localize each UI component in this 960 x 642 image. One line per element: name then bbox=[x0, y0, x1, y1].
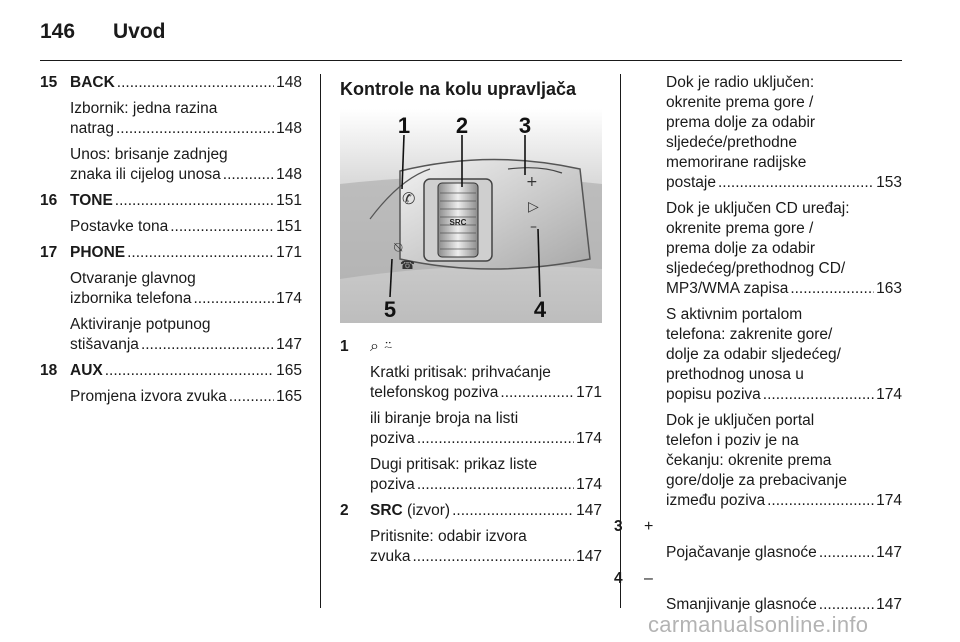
page-ref: 148 bbox=[276, 120, 302, 137]
page-title: Uvod bbox=[113, 20, 166, 43]
entry-label: PHONE bbox=[70, 244, 126, 261]
sub-entry-back-2 bbox=[70, 145, 302, 185]
entry-text: Kratki pritisak: prihvaćanje bbox=[370, 364, 551, 381]
entry-text: telefon i poziv je na bbox=[666, 432, 799, 449]
section-heading: Kontrole na kolu upravljača bbox=[340, 79, 577, 99]
paragraph-radio bbox=[666, 73, 902, 193]
entry-suffix: (izvor) bbox=[402, 502, 451, 519]
entry-text: S aktivnim portalom bbox=[666, 306, 803, 323]
entry-number: 3 bbox=[614, 518, 623, 535]
entry-text: prema dolje za odabir bbox=[666, 114, 816, 131]
page-ref: 147 bbox=[276, 336, 302, 353]
entry-text: znaka ili cijelog unosa bbox=[70, 166, 221, 183]
page-ref: 148 bbox=[276, 166, 302, 183]
entry-text: Promjena izvora zvuka bbox=[70, 388, 227, 405]
callout-3: 3 bbox=[518, 113, 532, 138]
sub-entry-aux-1 bbox=[70, 387, 302, 407]
callout-2: 2 bbox=[455, 113, 469, 138]
entry-4 bbox=[614, 569, 902, 589]
page-ref: 174 bbox=[876, 386, 902, 403]
sub-entry-3a bbox=[666, 543, 902, 563]
page-number: 146 bbox=[40, 20, 76, 43]
entry-label: BACK bbox=[70, 74, 115, 91]
minus-icon: – bbox=[530, 219, 537, 235]
entry-text: Dok je uključen portal bbox=[666, 412, 815, 429]
sub-entry-tone-1 bbox=[70, 217, 302, 237]
sub-entry-1c bbox=[370, 455, 602, 495]
entry-text: Smanjivanje glasnoće bbox=[666, 596, 817, 613]
entry-text: izbornika telefona bbox=[70, 290, 192, 307]
page-ref: 171 bbox=[576, 384, 602, 401]
entry-text: okrenite prema gore / bbox=[666, 94, 814, 111]
page-ref: 174 bbox=[276, 290, 302, 307]
entry-text: dolje za odabir sljedećeg/ bbox=[666, 346, 841, 363]
paragraph-call-waiting bbox=[666, 411, 902, 511]
page-ref: 171 bbox=[276, 244, 302, 261]
entry-text: ili biranje broja na listi bbox=[370, 410, 519, 427]
plus-icon: + bbox=[644, 518, 654, 535]
sub-entry-1a bbox=[370, 363, 602, 403]
page-ref: 165 bbox=[276, 388, 302, 405]
sub-entry-phone-2 bbox=[70, 315, 302, 355]
callout-1: 1 bbox=[397, 113, 411, 138]
entry-label: TONE bbox=[70, 192, 113, 209]
paragraph-cd bbox=[666, 199, 902, 299]
entry-text: gore/dolje za prebacivanje bbox=[666, 472, 847, 489]
speaker-icon: ▷ bbox=[528, 199, 539, 215]
entry-text: telefona: zakrenite gore/ bbox=[666, 326, 833, 343]
entry-text: Postavke tona bbox=[70, 218, 169, 235]
page-ref: 153 bbox=[876, 174, 902, 191]
entry-label: SRC bbox=[370, 502, 403, 519]
entry-number: 4 bbox=[614, 570, 623, 587]
entry-text: memorirane radijske bbox=[666, 154, 807, 171]
entry-number: 15 bbox=[40, 74, 58, 91]
entry-text: telefonskog poziva bbox=[370, 384, 499, 401]
sub-entry-back-1 bbox=[70, 99, 302, 139]
entry-17 bbox=[40, 243, 302, 263]
entry-3 bbox=[614, 517, 902, 537]
entry-number: 16 bbox=[40, 192, 58, 209]
paragraph-phone-portal bbox=[666, 305, 902, 405]
entry-1 bbox=[340, 337, 602, 357]
entry-text: Pojačavanje glasnoće bbox=[666, 544, 817, 561]
sub-entry-1b bbox=[370, 409, 602, 449]
page-ref: 163 bbox=[876, 280, 902, 297]
minus-icon: – bbox=[644, 570, 653, 587]
entry-text: poziva bbox=[370, 476, 415, 493]
entry-text: čekanju: okrenite prema bbox=[666, 452, 832, 469]
callout-4: 4 bbox=[533, 297, 547, 322]
page-ref: 174 bbox=[576, 476, 602, 493]
entry-text: Otvaranje glavnog bbox=[70, 270, 196, 287]
page-ref: 147 bbox=[876, 544, 902, 561]
entry-text: natrag bbox=[70, 120, 114, 137]
entry-number: 18 bbox=[40, 362, 58, 379]
sub-entry-2a bbox=[370, 527, 602, 567]
page-ref: 165 bbox=[276, 362, 302, 379]
entry-text: MP3/WMA zapisa bbox=[666, 280, 789, 297]
phone-icon: ✆ bbox=[402, 189, 416, 208]
entry-text: Dok je uključen CD uređaj: bbox=[666, 200, 850, 217]
entry-text: prema dolje za odabir bbox=[666, 240, 816, 257]
hangup-icon: ☎ bbox=[400, 258, 415, 272]
src-button-text: SRC bbox=[449, 218, 467, 227]
entry-15 bbox=[40, 73, 302, 93]
entry-text: stišavanja bbox=[70, 336, 139, 353]
page-ref: 147 bbox=[876, 596, 902, 613]
entry-text: Izbornik: jedna razina bbox=[70, 100, 218, 117]
entry-text: prethodnog unosa u bbox=[666, 366, 804, 383]
entry-text: između poziva bbox=[666, 492, 766, 509]
column-divider-left bbox=[320, 74, 321, 608]
page-ref: 174 bbox=[876, 492, 902, 509]
site-watermark: carmanualsonline.info bbox=[648, 612, 869, 637]
sub-entry-phone-1 bbox=[70, 269, 302, 309]
entry-text: zvuka bbox=[370, 548, 411, 565]
entry-text: sljedećeg/prethodnog CD/ bbox=[666, 260, 846, 277]
entry-number: 2 bbox=[340, 502, 349, 519]
mute-icon: ⍉ bbox=[394, 240, 403, 256]
page-ref: 147 bbox=[576, 502, 602, 519]
call-symbol-icon: ⌕ ⍨ bbox=[370, 338, 394, 355]
entry-text: popisu poziva bbox=[666, 386, 761, 403]
entry-text: Unos: brisanje zadnjeg bbox=[70, 146, 228, 163]
page-ref: 147 bbox=[576, 548, 602, 565]
plus-icon: + bbox=[526, 174, 538, 190]
page-ref: 151 bbox=[276, 192, 302, 209]
entry-text: sljedeće/prethodne bbox=[666, 134, 797, 151]
entry-text: Aktiviranje potpunog bbox=[70, 316, 211, 333]
entry-text: Dok je radio uključen: bbox=[666, 74, 815, 91]
entry-2 bbox=[340, 501, 602, 521]
entry-text: Dugi pritisak: prikaz liste bbox=[370, 456, 538, 473]
column-1 bbox=[40, 73, 302, 413]
header-rule bbox=[40, 60, 902, 61]
page-ref: 151 bbox=[276, 218, 302, 235]
entry-number: 17 bbox=[40, 244, 58, 261]
entry-text: okrenite prema gore / bbox=[666, 220, 814, 237]
entry-number: 1 bbox=[340, 338, 349, 355]
entry-18 bbox=[40, 361, 302, 381]
steering-wheel-controls-photo bbox=[340, 109, 602, 323]
entry-text: Pritisnite: odabir izvora bbox=[370, 528, 527, 545]
entry-label: AUX bbox=[70, 362, 103, 379]
callout-5: 5 bbox=[383, 297, 397, 322]
entry-text: poziva bbox=[370, 430, 415, 447]
entry-text: postaje bbox=[666, 174, 716, 191]
entry-16 bbox=[40, 191, 302, 211]
column-3 bbox=[614, 73, 902, 621]
page-ref: 174 bbox=[576, 430, 602, 447]
column-2 bbox=[340, 73, 602, 573]
page-ref: 148 bbox=[276, 74, 302, 91]
